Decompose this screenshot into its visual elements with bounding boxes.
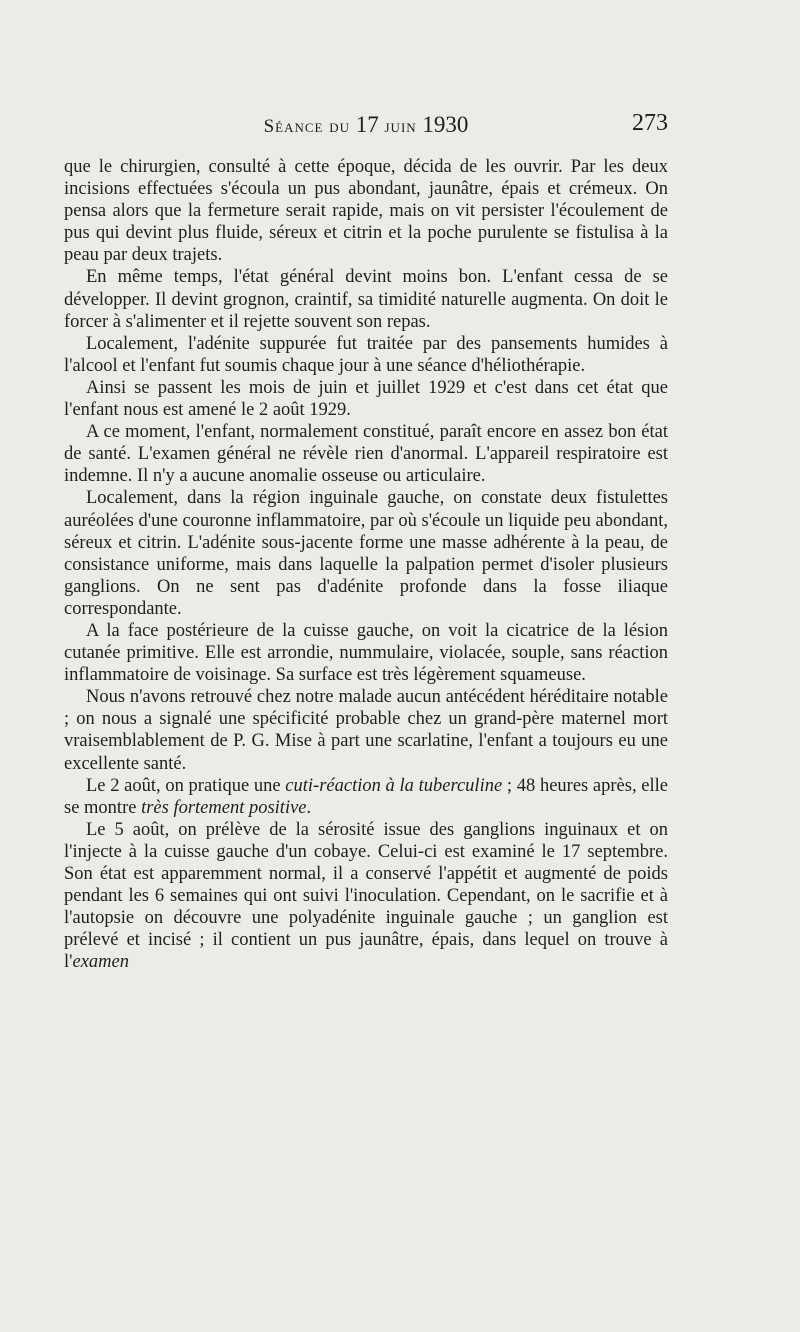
paragraph-9-part-1: Le 2 août, on pratique une bbox=[86, 775, 286, 796]
paragraph-9-part-2: ; 48 heures après, elle se montre bbox=[64, 775, 668, 818]
running-title-month: juin bbox=[384, 116, 417, 137]
paragraph-9-italic-1: cuti-réaction à la tuberculine bbox=[285, 775, 503, 796]
paragraph-7: A la face postérieure de la cuisse gauche, on voit la cicatrice de la lésion cutanée primitive. Elle est arrondie, nummulaire, violacée, souple, sans réaction inflammatoire de voisinage. Sa surface est très légèrement squameuse. bbox=[64, 620, 668, 686]
paragraph-5: A ce moment, l'enfant, normalement constitué, paraît encore en assez bon état de santé. L'examen général ne révèle rien d'anormal. L'appareil respiratoire est indemne. Il n'y a aucune anomalie osseuse ou articulaire. bbox=[64, 422, 668, 487]
paragraph-10-text: Le 5 août, on prélève de la sérosité issue des ganglions inguinaux et on l'injecte à la cuisse gauche d'un cobaye. Celui-ci est examiné le 17 septembre. Son état est apparemment normal, il a conservé l'appétit et augmenté de poids pendant les 6 semaines qui ont suivi l'inoculation. Cependant, on le sacrifie et à l'autopsie on découvre une polyadénite inguinale gauche ; un ganglion est prélevé et incisé ; il contient un pus jaunâtre, épais, dans lequel on trouve à l' bbox=[64, 819, 668, 973]
paragraph-6: Localement, dans la région inguinale gauche, on constate deux fistulettes auréolées d'une couronne inflammatoire, par où s'écoule un liquide peu abondant, séreux et citrin. L'adénite sous-jacente forme une masse adhérente à la peau, de consistance uniforme, mais dans laquelle la palpation permet d'isoler plusieurs ganglions. On ne sent pas d'adénite profonde dans la fosse iliaque correspondante. bbox=[64, 488, 668, 619]
paragraph-10-italic: examen bbox=[72, 952, 129, 973]
paragraph-1: que le chirurgien, consulté à cette époque, décida de les ouvrir. Par les deux incisions effectuées s'écoula un pus abondant, jaunâtre, épais et crémeux. On pensa alors que la fermeture serait rapide, mais on vit persister l'écoulement de pus qui devint plus fluide, séreux et citrin et la poche purulente se fistulisa à la peau par deux trajets. bbox=[64, 157, 668, 266]
running-title bbox=[64, 112, 668, 138]
running-title-prefix: Séance du bbox=[263, 116, 350, 137]
paragraph-4: Ainsi se passent les mois de juin et juillet 1929 et c'est dans cet état que l'enfant nous est amené le 2 août 1929. bbox=[64, 377, 668, 421]
body-text bbox=[64, 156, 668, 973]
running-title-day: 17 bbox=[355, 112, 379, 137]
paragraph-9-part-3: . bbox=[306, 797, 312, 818]
paragraph-8: Nous n'avons retrouvé chez notre malade aucun antécédent héréditaire notable ; on nous a signalé une spécificité probable chez un grand-père maternel mort vraisemblablement de P. G. Mise à part une scarlatine, l'enfant a toujours eu une excellente santé. bbox=[64, 687, 668, 774]
paragraph-10 bbox=[64, 819, 668, 974]
paragraph-3: Localement, l'adénite suppurée fut traitée par des pansements humides à l'alcool et l'enfant fut soumis chaque jour à une séance d'héliothérapie. bbox=[64, 333, 668, 376]
page-number: 273 bbox=[632, 110, 668, 136]
paragraph-9-italic-2: très fortement positive bbox=[141, 797, 307, 818]
paragraph-9 bbox=[64, 775, 668, 819]
running-title-year: 1930 bbox=[422, 112, 469, 137]
page-header bbox=[64, 112, 668, 144]
paragraph-2: En même temps, l'état général devint moins bon. L'enfant cessa de se développer. Il devint grognon, craintif, sa timidité naturelle augmenta. On doit le forcer à s'alimenter et il rejette souvent son repas. bbox=[64, 267, 668, 332]
